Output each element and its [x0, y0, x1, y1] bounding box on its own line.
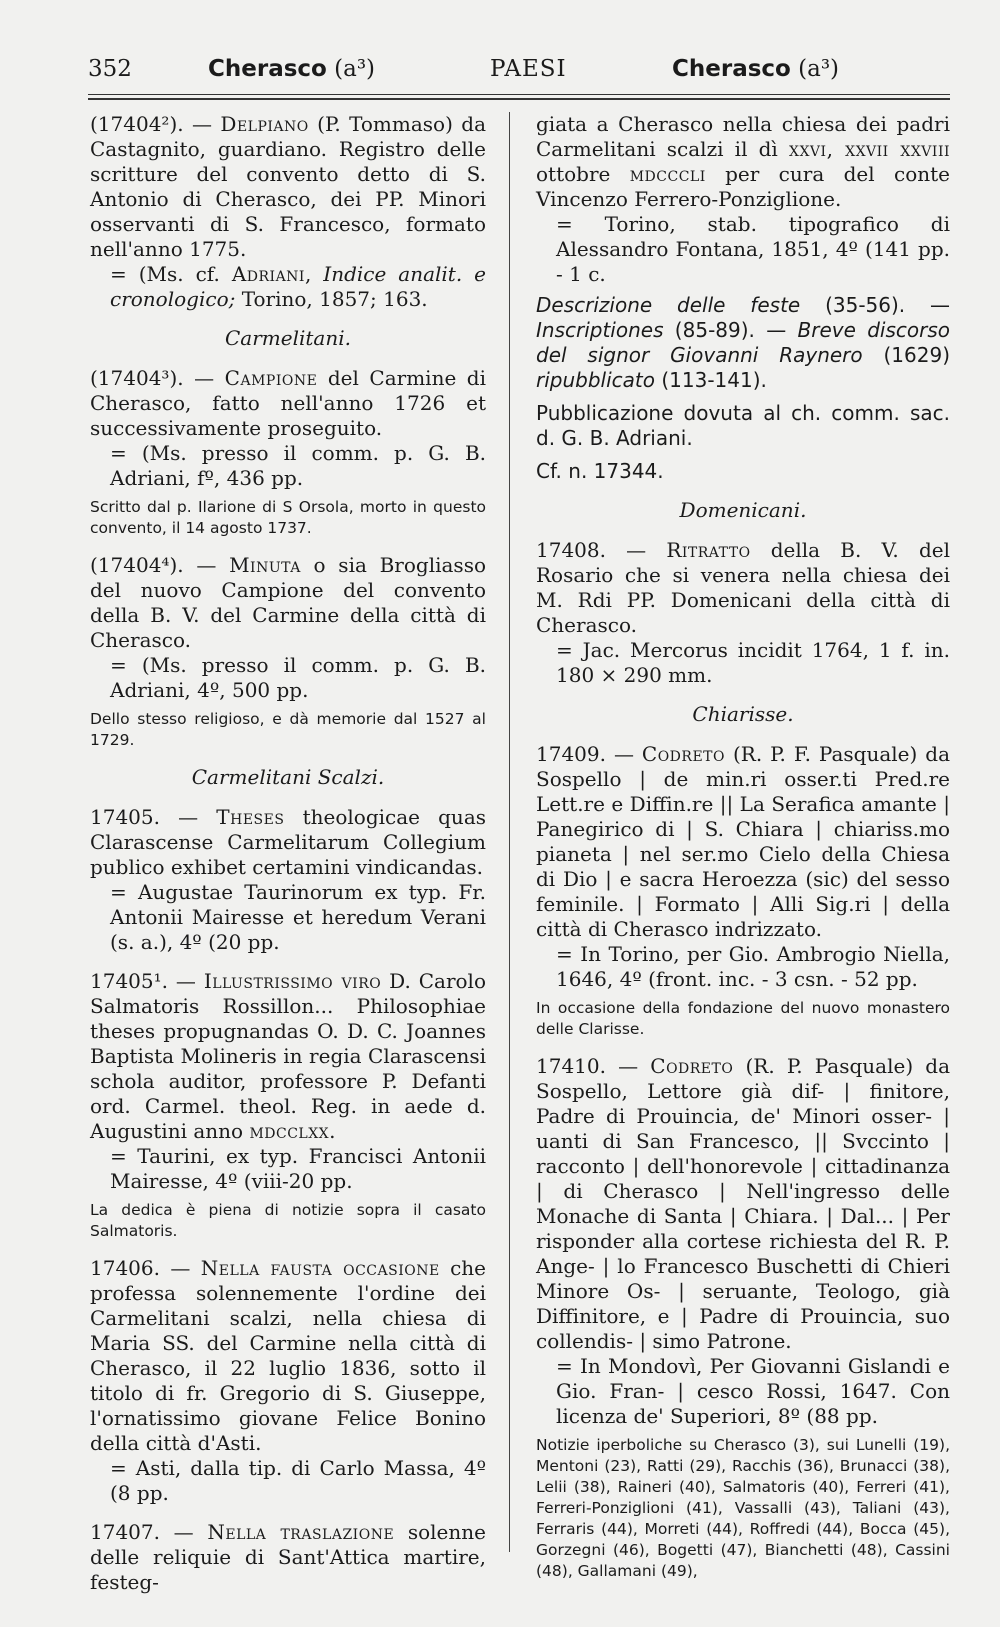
section-heading: Chiarisse. — [692, 702, 794, 726]
entry-number: 17405. — [90, 805, 160, 829]
section-heading: Carmelitani Scalzi. — [191, 765, 385, 789]
ref-title: Indice analit. e cronologico; — [110, 262, 487, 311]
entry-head: Minuta — [229, 553, 301, 577]
entry-17405-1 — [90, 969, 486, 1242]
entry-year-roman: mdcccli — [629, 162, 706, 186]
entry-ref: = Jac. Mercorus incidit 1764, 1 f. in. 180 × 290 mm. — [556, 638, 950, 687]
running-head-right-title: Cherasco — [672, 56, 791, 82]
entry-text — [536, 112, 950, 212]
entry-year-roman: mdcclxx. — [249, 1119, 337, 1143]
entry-17408 — [536, 538, 950, 688]
entry-text: 17410. — Codreto (R. P. Pasquale) da Sospello, Lettore già dif- | finitore, Padre di Prouincia, de' Minori osser- | uanti di San Francesco, || Svccinto | racconto | dell'honorevole | cittadinanza | di Cherasco | Nell'ingresso delle Monache di Santa | Chiara. | Dal... | Per risponder alla cortese richiesta del R. P. Ange- | lo Francesco Buschetti di Chieri Minore Os- | seruante, Teologo, già Diffinitore, e | Padre di Prouincia, suo collendis- | simo Patrone. — [536, 1054, 950, 1353]
page-number: 352 — [88, 56, 132, 82]
header-rule-thin — [88, 94, 950, 95]
entry-ref: = Taurini, ex typ. Francisci Antonii Mairesse, 4º (viii-20 pp. — [110, 1144, 486, 1193]
entry-body: D. Carolo Salmatoris Rossillon... Philosophiae theses propugnandas O. D. C. Joannes Baptista Molineris in regia Clarascensi schola auditor, professore P. Defanti ord. Carmel. theol. Reg. in aede d. Augustini anno — [90, 969, 486, 1143]
entry-17407-continued — [536, 112, 950, 484]
contents-pages: (35-56). — — [800, 293, 951, 317]
entry-body: del Carmine di Cherasco, fatto nell'anno 1726 et successivamente proseguito. — [90, 366, 487, 440]
entry-number: 17410. — [536, 1054, 606, 1078]
section-heading: Carmelitani. — [225, 326, 351, 350]
entry-note: La dedica è piena di notizie sopra il casato Salmatoris. — [90, 1201, 486, 1240]
entry-body: ottobre — [536, 162, 630, 186]
entry-head: Campione — [224, 366, 318, 390]
entry-head: Theses — [216, 805, 285, 829]
section-heading: Domenicani. — [679, 498, 807, 522]
entry-ref: = Augustae Taurinorum ex typ. Fr. Antonii Mairesse et heredum Verani (s. a.), 4º (20 pp. — [110, 880, 486, 954]
entry-text: 17409. — Codreto (R. P. F. Pasquale) da Sospello | de min.ri osser.ti Pred.re Lett.re e Diffin.re || La Serafica amante | Panegirico di | S. Chiara | chiariss.mo pianeta | nel ser.mo Cielo della Chiesa di Dio | e sacra Heroezza (sic) del sesso feminile. | Formato | Alli Sig.ri | della città di Cherasco indrizzato. — [536, 742, 950, 941]
entry-text: 17405. — Theses theologicae quas Clarascense Carmelitarum Collegium publico exhibet certamini vindicandas. — [90, 805, 487, 879]
running-head-left-suffix: (a³) — [334, 56, 376, 82]
entry-text: 17408. — Ritratto della B. V. del Rosario che si venera nella chiesa dei M. Rdi PP. Domenicani della città di Cherasco. — [536, 538, 950, 637]
entry-body: (P. Tommaso) da Castagnito, guardiano. Registro delle scritture del convento detto di S. Antonio di Cherasco, dei PP. Minori osservanti di S. Francesco, formato nell'anno 1775. — [90, 112, 487, 261]
entry-dates-roman: xxvi, xxvii xxviii — [789, 137, 951, 161]
entry-text: 17406. — Nella fausta occasione che professa solennemente l'ordine dei Carmelitani scalzi, nella chiesa di Maria SS. del Carmine nella città di Cherasco, il 22 luglio 1836, sotto il titolo di fr. Gregorio di S. Giuseppe, l'ornatissimo giovane Felice Bonino della città d'Asti. — [90, 1256, 487, 1455]
right-column — [536, 112, 950, 1596]
entry-ref: = (Ms. cf. Adriani, Indice analit. e cronologico; Torino, 1857; 163. — [110, 262, 487, 311]
entry-note: Notizie iperboliche su Cherasco (3), sui Lunelli (19), Mentoni (23), Ratti (29), Racchis (36), Brunacci (38), Lelii (38), Raineri (40), Salmatoris (40), Ferreri (41), Ferreri-Ponziglioni (41), Vassalli (43), Taliani (43), Ferraris (44), Morreti (44), Roffredi (44), Bocca (45), Gorzegni (46), Bogetti (47), Bianchetti (48), Cassini (48), Gallamani (49), — [536, 1436, 950, 1580]
column-divider — [509, 112, 510, 1552]
entry-head: Nella traslazione — [207, 1520, 395, 1544]
entry-text: (17404⁴). — Minuta o sia Brogliasso del nuovo Campione del convento della B. V. del Carmine della città di Cherasco. — [90, 553, 486, 652]
entry-body: della B. V. del Rosario che si venera nella chiesa dei M. Rdi PP. Domenicani della città di Cherasco. — [536, 538, 950, 637]
contents-item: Inscriptiones — [536, 318, 664, 342]
entry-number: (17404³). — [90, 366, 184, 390]
entry-contents — [536, 293, 950, 393]
entry-17406 — [90, 1256, 486, 1506]
entry-number: 17405¹. — [90, 969, 168, 993]
entry-17407 — [90, 1520, 486, 1595]
entry-ref: = (Ms. presso il comm. p. G. B. Adriani, 4º, 500 pp. — [110, 653, 486, 702]
entry-number: (17404⁴). — [90, 553, 184, 577]
entry-head: Illustrissimo viro — [203, 969, 382, 993]
entry-note: Pubblicazione dovuta al ch. comm. sac. d. G. B. Adriani. — [536, 401, 950, 450]
entry-17409 — [536, 742, 950, 1040]
entry-body: o sia Brogliasso del nuovo Campione del convento della B. V. del Carmine della città di Cherasco. — [90, 553, 486, 652]
entry-text: 17405¹. — Illustrissimo viro D. Carolo Salmatoris Rossillon... Philosophiae theses propugnandas O. D. C. Joannes Baptista Molineris in regia Clarascensi schola auditor, professore P. Defanti ord. Carmel. theol. Reg. in aede d. Augustini anno mdcclxx. — [90, 969, 486, 1143]
cross-reference: Cf. n. 17344. — [536, 459, 664, 483]
contents-year: (1629) — [862, 343, 950, 367]
entry-ref: = Torino, stab. tipografico di Alessandro Fontana, 1851, 4º (141 pp. - 1 c. — [556, 212, 950, 286]
entry-note: Scritto dal p. Ilarione di S Orsola, morto in questo convento, il 14 agosto 1737. — [90, 498, 486, 537]
entry-head: Codreto — [641, 742, 725, 766]
entry-number: 17408. — [536, 538, 606, 562]
contents-item: ripubblicato — [536, 368, 655, 392]
entry-body: (R. P. F. Pasquale) da Sospello | de min.ri osser.ti Pred.re Lett.re e Diffin.re || La Serafica amante | Panegirico di | S. Chiara | chiariss.mo pianeta | nel ser.mo Cielo della Chiesa di Dio | e sacra Heroezza (sic) del sesso feminile. | Formato | Alli Sig.ri | della città di Cherasco indrizzato. — [536, 742, 950, 941]
entry-head: Codreto — [650, 1054, 734, 1078]
entry-number: 17406. — [90, 1256, 160, 1280]
entry-17404-3 — [90, 366, 486, 539]
entry-number: 17407. — [90, 1520, 160, 1544]
running-head-right-suffix: (a³) — [798, 56, 840, 82]
running-head-right — [672, 56, 839, 82]
entry-ref: = In Torino, per Gio. Ambrogio Niella, 1646, 4º (front. inc. - 3 csn. - 52 pp. — [556, 942, 950, 991]
ref-imprint: Torino, 1857; 163. — [235, 287, 428, 311]
entry-body: solenne delle reliquie di Sant'Attica martire, festeg- — [90, 1520, 486, 1594]
entry-body: che professa solennemente l'ordine dei Carmelitani scalzi, nella chiesa di Maria SS. del Carmine nella città di Cherasco, il 22 luglio 1836, sotto il titolo di fr. Gregorio di S. Giuseppe, l'ornatissimo giovane Felice Bonino della città d'Asti. — [90, 1256, 487, 1455]
ref-author: Adriani — [231, 262, 305, 286]
running-head-left — [208, 56, 375, 82]
entry-ref: = (Ms. presso il comm. p. G. B. Adriani, fº, 436 pp. — [110, 441, 486, 490]
running-head-center: PAESI — [490, 56, 567, 82]
ref-prefix: = (Ms. cf. — [110, 262, 232, 286]
contents-pages: (85-89). — — [663, 318, 798, 342]
running-head-left-title: Cherasco — [208, 56, 327, 82]
entry-number: (17404²). — [90, 112, 184, 136]
entry-17404-4 — [90, 553, 486, 751]
entry-text: (17404³). — Campione del Carmine di Cherasco, fatto nell'anno 1726 et successivamente proseguito. — [90, 366, 487, 440]
entry-ref: = Asti, dalla tip. di Carlo Massa, 4º (8 pp. — [110, 1456, 486, 1505]
entry-17410 — [536, 1054, 950, 1582]
entry-body: (R. P. Pasquale) da Sospello, Lettore già dif- | finitore, Padre di Prouincia, de' Minori osser- | uanti di San Francesco, || Svccinto | racconto | dell'honorevole | cittadinanza | di Cherasco | Nell'ingresso delle Monache di Santa | Chiara. | Dal... | Per risponder alla cortese richiesta del R. P. Ange- | lo Francesco Buschetti di Chieri Minore Os- | seruante, Teologo, già Diffinitore, e | Padre di Prouincia, suo collendis- | simo Patrone. — [536, 1054, 950, 1353]
entry-text: 17407. — Nella traslazione solenne delle reliquie di Sant'Attica martire, festeg- — [90, 1520, 486, 1594]
contents-item: Descrizione delle feste — [536, 293, 801, 317]
entry-ref: = In Mondovì, Per Giovanni Gislandi e Gio. Fran- | cesco Rossi, 1647. Con licenza de' Superiori, 8º (88 pp. — [556, 1354, 950, 1428]
entry-number: 17409. — [536, 742, 606, 766]
entry-body: per cura del conte Vincenzo Ferrero-Ponziglione. — [536, 162, 950, 211]
entry-note: In occasione della fondazione del nuovo monastero delle Clarisse. — [536, 999, 950, 1038]
contents-item: Breve discorso del signor Giovanni Raynero — [536, 318, 950, 367]
left-column — [90, 112, 486, 1609]
entry-head: Nella fausta occasione — [200, 1256, 440, 1280]
entry-head: Ritratto — [666, 538, 751, 562]
entry-note: Dello stesso religioso, e dà memorie dal 1527 al 1729. — [90, 710, 486, 749]
entry-17404-2 — [90, 112, 486, 312]
entry-head: Delpiano — [220, 112, 309, 136]
entry-text: (17404²). — Delpiano (P. Tommaso) da Castagnito, guardiano. Registro delle scritture del convento detto di S. Antonio di Cherasco, dei PP. Minori osservanti di S. Francesco, formato nell'anno 1775. — [90, 112, 487, 261]
entry-body: theologicae quas Clarascense Carmelitarum Collegium publico exhibet certamini vindicandas. — [90, 805, 487, 879]
entry-body: giata a Cherasco nella chiesa dei padri Carmelitani scalzi il dì — [536, 112, 950, 161]
header-rule-thick — [88, 98, 950, 100]
contents-pages: (113-141). — [654, 368, 767, 392]
entry-17405 — [90, 805, 486, 955]
